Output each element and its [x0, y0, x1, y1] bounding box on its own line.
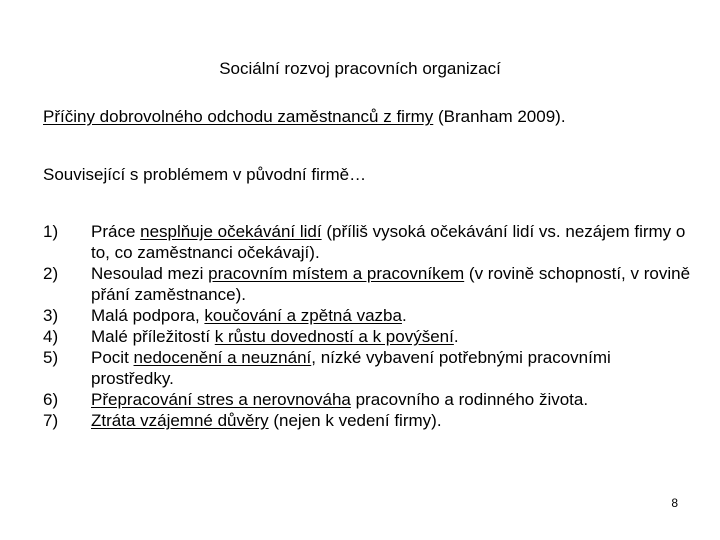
- list-text-post: pracovního a rodinného života.: [350, 390, 589, 409]
- list-text-underlined: koučování a zpětná vazba: [204, 306, 402, 325]
- list-text-post: (v rovině schopností, v rovině přání zaměstnance).: [91, 264, 691, 304]
- list-text-post: (příliš vysoká očekávání lidí vs. nezájem firmy o to, co zaměstnanci očekávají).: [91, 222, 686, 262]
- list-text-post: , nízké vybavení potřebnými pracovními prostředky.: [91, 348, 611, 388]
- intro-text: Související s problémem v původní firmě…: [43, 165, 367, 184]
- heading-citation: (Branham 2009).: [433, 107, 566, 126]
- list-item: [43, 263, 693, 305]
- list-text: [91, 410, 693, 431]
- list-item: [43, 410, 693, 431]
- list-number: 1): [43, 222, 59, 241]
- list-text-post: .: [453, 327, 459, 346]
- list-text-underlined: nesplňuje očekávání lidí: [140, 222, 322, 241]
- list-item: [43, 389, 693, 410]
- list-number: 5): [43, 348, 59, 367]
- list-text-pre: Nesoulad mezi: [91, 264, 209, 283]
- list-text: [91, 389, 693, 410]
- list-item: [43, 326, 693, 347]
- list-number: 2): [43, 264, 59, 283]
- list-text-post: .: [401, 306, 407, 325]
- slide-title: Sociální rozvoj pracovních organizací: [219, 59, 501, 78]
- list-text-pre: Práce: [91, 222, 141, 241]
- list-text-post: (nejen k vedení firmy).: [268, 411, 442, 430]
- list-number: 4): [43, 327, 59, 346]
- heading: [43, 106, 566, 128]
- heading-underlined: Příčiny dobrovolného odchodu zaměstnanců z firmy: [43, 107, 434, 126]
- page-number: 8: [671, 496, 678, 510]
- list-text: [91, 263, 693, 305]
- list-text-underlined: k růstu dovedností a k povýšení: [214, 327, 454, 346]
- list-text: [91, 221, 693, 263]
- reason-list: [43, 221, 693, 431]
- list-item: [43, 221, 693, 263]
- list-item: [43, 347, 693, 389]
- list-text: [91, 347, 693, 389]
- list-number: 7): [43, 411, 59, 430]
- list-text-underlined: Ztráta vzájemné důvěry: [91, 411, 269, 430]
- list-text-underlined: pracovním místem a pracovníkem: [208, 264, 465, 283]
- list-text: [91, 305, 693, 326]
- list-item: [43, 305, 693, 326]
- list-text-pre: Pocit: [91, 348, 134, 367]
- list-text-pre: Malé příležitostí: [91, 327, 215, 346]
- list-text: [91, 326, 693, 347]
- list-text-pre: Malá podpora,: [91, 306, 205, 325]
- list-number: 3): [43, 306, 59, 325]
- list-text-underlined: Přepracování stres a nerovnováha: [91, 390, 351, 409]
- list-number: 6): [43, 390, 59, 409]
- list-text-underlined: nedocenění a neuznání: [133, 348, 312, 367]
